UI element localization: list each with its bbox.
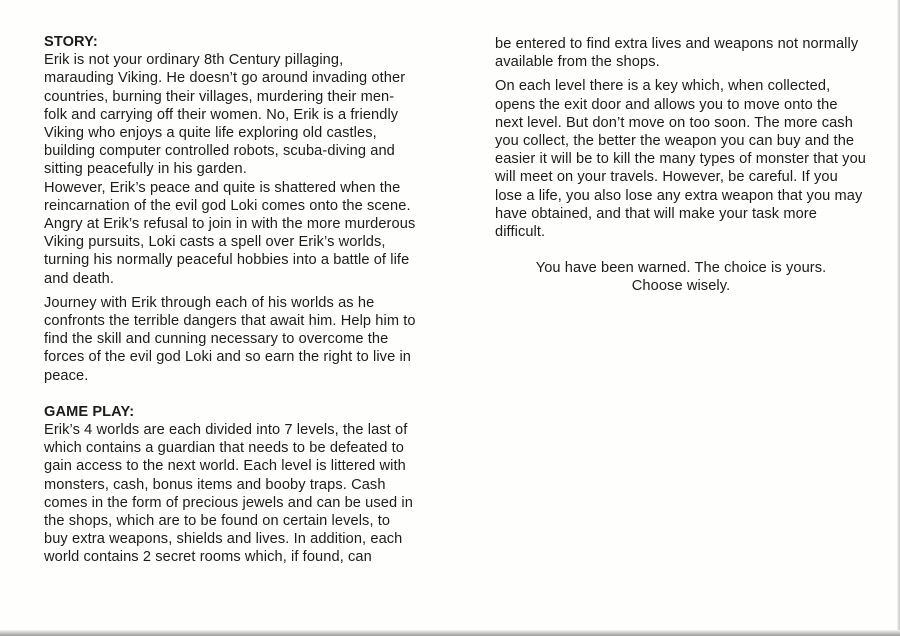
gameplay-heading: GAME PLAY: [44,403,135,420]
story-paragraph-1: Erik is not your ordinary 8th Century pillaging, marauding Viking. He doesn’t go around invading other countries, burning their villages, murdering their men-folk and carrying off their women. No, Erik is a friendly Viking who enjoys a quite life exploring old castles, building computer controlled robots, scuba-diving and sitting peacefully in his garden. [44,52,406,178]
gameplay-paragraph-2: On each level there is a key which, when collected, opens the exit door and allows you to move onto the next level. But don’t move on too soon. The more cash you collect, the better the weapon you can buy and the easier it will be to kill the many types of monster that you will meet on your travels. However, be careful. If you lose a life, you also lose any extra weapon that you may have obtained, and that will make your task more difficult. [495,78,867,241]
story-heading: STORY: [44,34,98,50]
page-edge-bottom [0,630,900,636]
left-column [44,33,416,567]
story-paragraph-3: Journey with Erik through each of his worlds as he confronts the terrible dangers that await him. Help him to find the skill and cunning necessary to overcome the forces of the evil god Loki and so earn the right to live in peace. [44,294,416,384]
right-column [495,35,867,296]
gameplay-paragraph-1: Erik’s 4 worlds are each divided into 7 levels, the last of which contains a guardian that needs to be defeated to gain access to the next world. Each level is littered with monsters, cash, bonus items and booby traps. Cash comes in the form of precious jewels and can be used in the shops, which are to be found on certain levels, to buy extra weapons, shields and lives. In addition, each world contains 2 secret rooms which, if found, can [44,422,413,566]
story-paragraph-2: However, Erik’s peace and quite is shattered when the reincarnation of the evil god Loki comes onto the scene. Angry at Erik’s refusal to join in with the more murderous Viking pursuits, Loki casts a spell over Erik’s worlds, turning his normally peaceful hobbies into a battle of life and death. [44,179,416,287]
warning-line-2: Choose wisely. [631,278,731,295]
gameplay-paragraph-continued: be entered to find extra lives and weapons not normally available from the shops. [495,36,859,71]
warning-line-1: You have been warned. The choice is yours. [535,260,827,277]
